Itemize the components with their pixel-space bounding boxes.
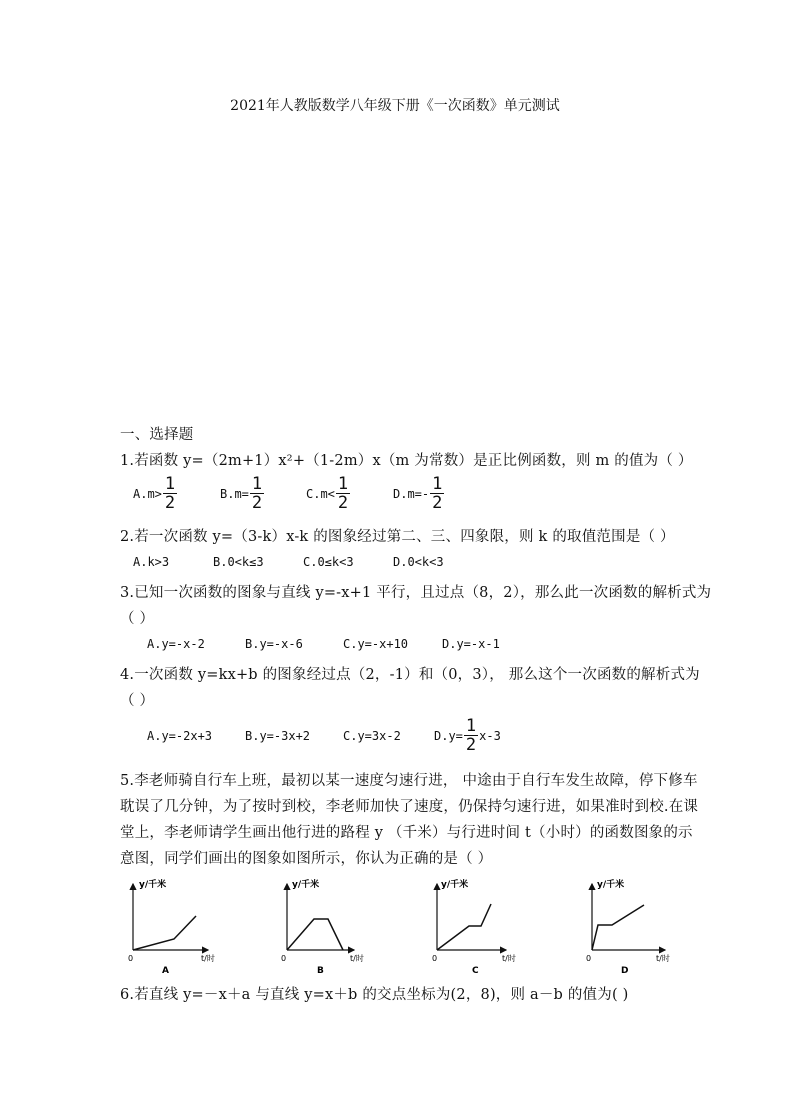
graph-b-label: B	[317, 966, 324, 976]
graph-a-origin: 0	[128, 954, 134, 963]
graph-b-ylabel: y/千米	[292, 880, 320, 890]
question-3-option-c: C.y=-x+10	[343, 637, 409, 651]
question-2-option-c: C.0≤k<3	[303, 555, 354, 569]
graph-b-line	[287, 919, 343, 950]
graph-c-origin: 0	[432, 954, 438, 963]
question-4-option-a: A.y=-2x+3	[147, 729, 213, 743]
question-3-option-d: D.y=-x-1	[442, 637, 500, 651]
question-3-option-a: A.y=-x-2	[147, 637, 205, 651]
graph-a-label: A	[162, 966, 169, 976]
question-1-option-b	[220, 474, 265, 514]
fraction: $\frac{1}{2}$	[465, 716, 477, 755]
question-5-line-4: 意图，同学们画出的图象如图所示，你认为正确的是（ ）	[120, 851, 493, 867]
question-1-option-d	[393, 474, 445, 514]
answer-graphs	[110, 872, 680, 978]
question-2-option-b: B.0<k≤3	[213, 555, 264, 569]
graph-b-xlabel: t/时	[350, 954, 364, 963]
graph-d	[586, 878, 670, 976]
question-4-option-c: C.y=3x-2	[343, 729, 401, 743]
graph-a-xlabel: t/时	[201, 954, 215, 963]
question-4-option-d	[434, 716, 501, 756]
question-4-stem: 4.一次函数 y=kx+b 的图象经过点（2，-1）和（0，3）， 那么这个一次函数的解析式为	[120, 667, 700, 683]
question-1-option-a	[133, 474, 178, 514]
question-2-option-d: D.0<k<3	[393, 555, 444, 569]
graph-d-ylabel: y/千米	[597, 880, 625, 890]
graph-d-origin: 0	[586, 954, 592, 963]
graph-c-label: C	[472, 966, 479, 976]
graph-c-xlabel: t/时	[502, 954, 516, 963]
question-6-stem: 6.若直线 y=－x＋a 与直线 y=x＋b 的交点坐标为(2，8)，则 a－b 的值为( )	[120, 987, 629, 1003]
fraction: $\frac{1}{2}$	[337, 474, 349, 513]
option-label: C.m<	[306, 487, 335, 501]
section-heading: 一、选择题	[120, 427, 194, 443]
question-5-line-3: 堂上，李老师请学生画出他行进的路程 y （千米）与行进时间 t（小时）的函数图象的示	[120, 825, 693, 841]
fraction: $\frac{1}{2}$	[251, 474, 263, 513]
question-2-option-a: A.k>3	[133, 555, 170, 569]
graph-c-ylabel: y/千米	[441, 880, 469, 890]
graph-c	[432, 878, 516, 976]
question-1-option-c	[306, 474, 351, 514]
graph-c-line	[437, 904, 491, 950]
question-3-option-b: B.y=-x-6	[245, 637, 303, 651]
question-4-stem-continued: （ ）	[120, 693, 155, 709]
fraction: $\frac{1}{2}$	[432, 474, 443, 513]
graph-a-line	[133, 916, 196, 950]
question-5-line-1: 5.李老师骑自行车上班，最初以某一速度匀速行进， 中途由于自行车发生故障，停下修车	[120, 773, 698, 789]
question-4-option-b: B.y=-3x+2	[245, 729, 311, 743]
question-3-stem: 3.已知一次函数的图象与直线 y=-x+1 平行，且过点（8，2），那么此一次函数的解析式为	[120, 585, 712, 601]
option-label: D.m=-	[393, 487, 430, 501]
graph-d-line	[592, 905, 644, 950]
option-label: D.y=	[434, 729, 463, 743]
question-2-stem: 2.若一次函数 y=（3-k）x-k 的图象经过第二、三、四象限，则 k 的取值范围是（ ）	[120, 529, 675, 545]
question-1-stem: 1.若函数 y=（2m+1）x²+（1-2m）x（m 为常数）是正比例函数，则 m 的值为（ ）	[120, 453, 693, 469]
option-label-tail: x-3	[479, 729, 501, 743]
fraction: $\frac{1}{2}$	[164, 474, 176, 513]
question-3-stem-continued: （ ）	[120, 611, 155, 627]
question-5-line-2: 耽误了几分钟，为了按时到校，李老师加快了速度，仍保持匀速行进，如果准时到校.在课	[120, 799, 699, 815]
graph-b-origin: 0	[281, 954, 287, 963]
graph-d-label: D	[621, 966, 629, 976]
graph-d-xlabel: t/时	[656, 954, 670, 963]
document-title: 2021年人教版数学八年级下册《一次函数》单元测试	[230, 98, 560, 114]
graph-a	[128, 878, 215, 976]
option-label: B.m=	[220, 487, 249, 501]
graph-b	[281, 878, 364, 976]
graph-a-ylabel: y/千米	[139, 880, 167, 890]
option-label: A.m>	[133, 487, 162, 501]
